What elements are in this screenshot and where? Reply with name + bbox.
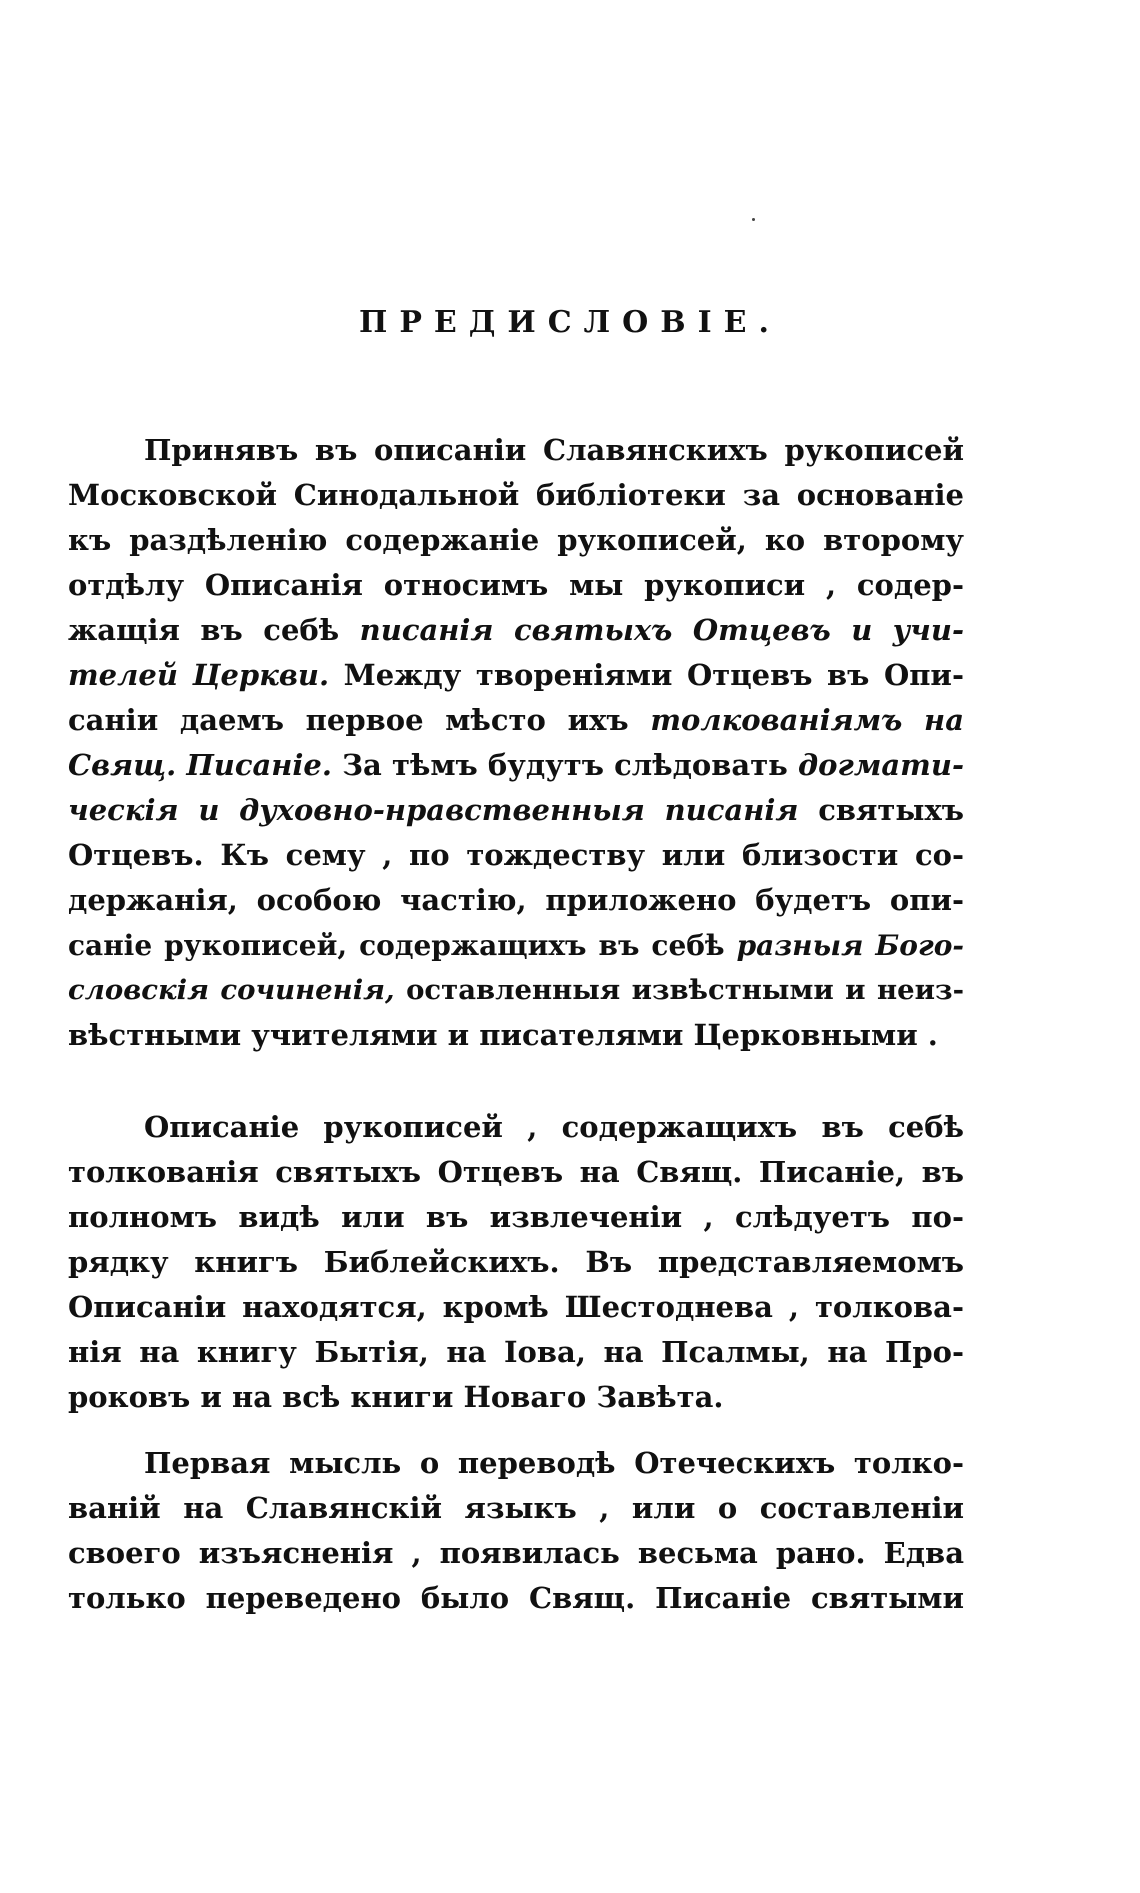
text-line xyxy=(68,1375,964,1420)
text-line xyxy=(68,1531,964,1576)
text-line xyxy=(68,563,964,608)
text-line xyxy=(68,698,964,743)
text-line xyxy=(68,1105,964,1150)
text-segment: За тѣмъ будутъ слѣдовать xyxy=(331,748,798,782)
text-segment: жащiя въ себѣ xyxy=(68,613,360,647)
text-segment: святыхъ xyxy=(798,793,964,827)
text-segment: отдѣлу Описанiя относимъ мы рукописи , содер- xyxy=(68,568,964,602)
paragraph-1 xyxy=(68,428,964,1058)
paragraph-2 xyxy=(68,1105,964,1420)
text-segment: Принявъ въ описанiи Славянскихъ рукописей xyxy=(144,433,964,467)
text-segment: Первая мысль о переводѣ Отеческихъ толко- xyxy=(144,1446,964,1480)
paragraph-3 xyxy=(68,1441,964,1621)
text-segment: оставленныя извѣстными и неиз- xyxy=(394,974,964,1006)
italic-text: писанiя святыхъ Отцевъ и учи- xyxy=(359,613,964,647)
text-segment: Описанiи находятся, кромѣ Шестоднева , толкова- xyxy=(68,1290,964,1324)
text-segment: къ раздѣленiю содержанiе рукописей, ко второму xyxy=(68,523,964,557)
text-line xyxy=(68,653,964,698)
italic-text: толкованiямъ на xyxy=(650,703,964,737)
italic-text: догмати- xyxy=(798,748,964,782)
text-line xyxy=(68,428,964,473)
text-line xyxy=(68,878,964,923)
text-line xyxy=(68,923,964,968)
text-segment: Между творенiями Отцевъ въ Опи- xyxy=(329,658,964,692)
italic-text: разныя Бого- xyxy=(736,929,964,962)
text-line xyxy=(68,833,964,878)
text-segment: держанiя, особою частiю, приложено будетъ опи- xyxy=(68,883,964,917)
text-line xyxy=(68,518,964,563)
text-segment: Описанiе рукописей , содержащихъ въ себѣ xyxy=(144,1110,964,1144)
italic-text: Свящ. Писанiе. xyxy=(68,748,332,782)
text-line xyxy=(68,1330,964,1375)
text-line xyxy=(68,788,964,833)
text-segment: нiя на книгу Бытiя, на Iова, на Псалмы, на Про- xyxy=(68,1335,964,1369)
text-line xyxy=(68,1285,964,1330)
text-line xyxy=(68,1441,964,1486)
text-segment: своего изъясненiя , появилась весьма рано. Едва xyxy=(68,1536,964,1570)
text-segment: вѣстными учителями и писателями Церковными . xyxy=(68,1018,938,1052)
italic-text: ческiя и духовно-нравственныя писанiя xyxy=(68,793,799,827)
text-segment: рядку книгъ Библейскихъ. Въ представляемомъ xyxy=(68,1245,964,1279)
text-segment: полномъ видѣ или въ извлеченiи , слѣдуетъ по- xyxy=(68,1200,964,1234)
text-segment: Отцевъ. Къ сему , по тождеству или близости со- xyxy=(68,838,964,872)
text-line xyxy=(68,968,964,1013)
text-segment: санiе рукописей, содержащихъ въ себѣ xyxy=(68,929,737,962)
text-segment: ванiй на Славянскiй языкъ , или о составленiи xyxy=(68,1491,964,1525)
text-segment: санiи даемъ первое мѣсто ихъ xyxy=(68,703,651,737)
page-title: ПРЕДИСЛОВIЕ. xyxy=(358,305,781,340)
text-segment: только переведено было Свящ. Писанiе святыми xyxy=(68,1581,964,1615)
text-line xyxy=(68,473,964,518)
text-segment: Московской Синодальной библiотеки за основанiе xyxy=(68,478,964,512)
italic-text: телей Церкви. xyxy=(68,658,330,692)
text-line xyxy=(68,1240,964,1285)
text-line xyxy=(68,1576,964,1621)
text-line xyxy=(68,1486,964,1531)
text-segment: роковъ и на всѣ книги Новаго Завѣта. xyxy=(68,1380,724,1414)
text-line xyxy=(68,1013,964,1058)
text-line xyxy=(68,1150,964,1195)
italic-text: словскiя сочиненiя, xyxy=(68,974,395,1006)
text-line xyxy=(68,1195,964,1240)
text-line xyxy=(68,608,964,653)
text-segment: толкованiя святыхъ Отцевъ на Свящ. Писанiе, въ xyxy=(68,1155,964,1189)
print-speck xyxy=(752,218,755,221)
text-line xyxy=(68,743,964,788)
